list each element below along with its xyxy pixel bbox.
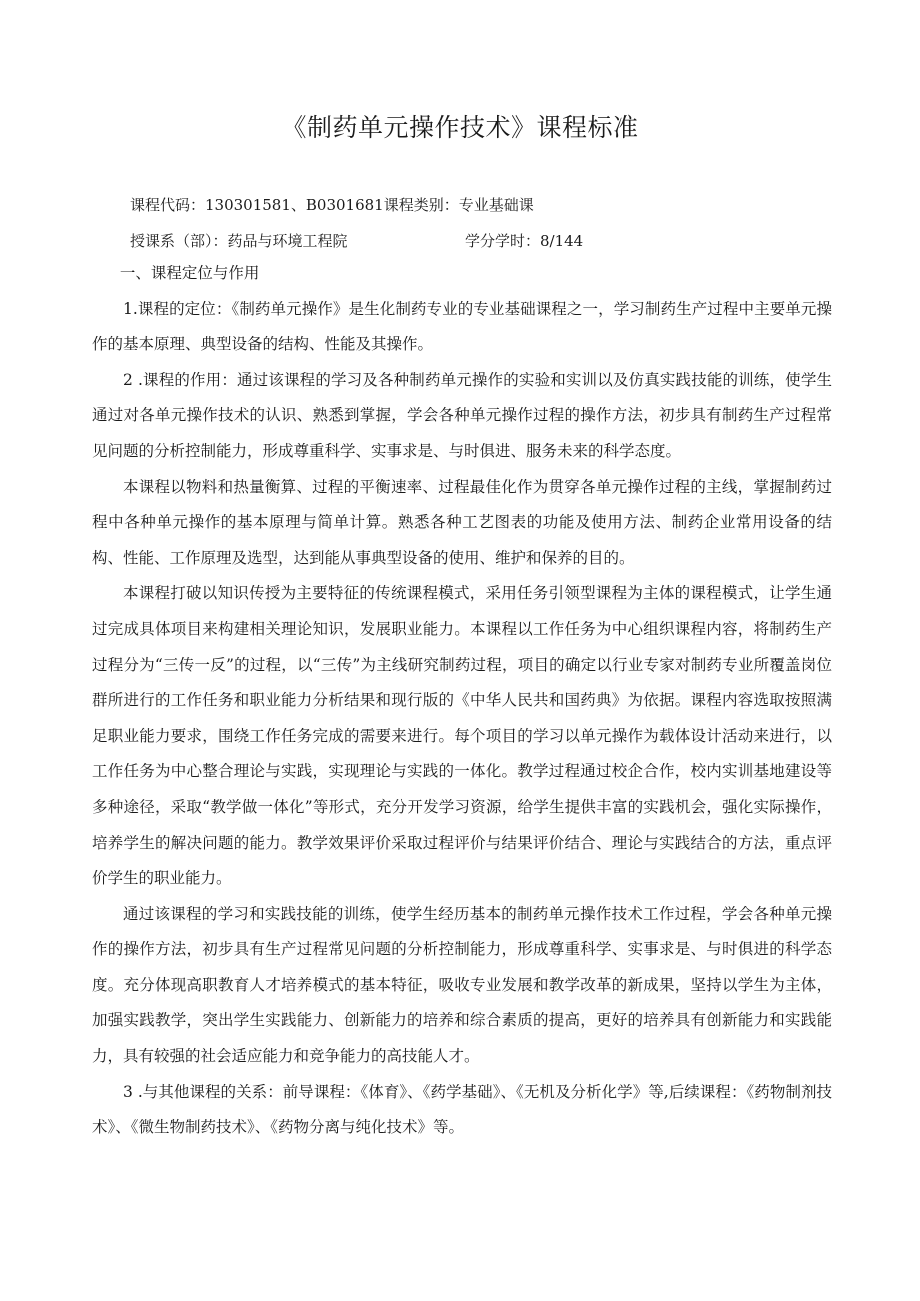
paragraph: 1.课程的定位：《制药单元操作》是生化制药专业的专业基础课程之一，学习制药生产过程中主要单元操作的基本原理、典型设备的结构、性能及其操作。	[92, 299, 832, 354]
document-body	[92, 256, 832, 1146]
paragraph: 3 .与其他课程的关系：前导课程：《体育》、《药学基础》、《无机及分析化学》等,后续课程：《药物制剂技术》、《微生物制药技术》、《药物分离与纯化技术》等。	[92, 1082, 832, 1137]
paragraph: 本课程以物料和热量衡算、过程的平衡速率、过程最佳化作为贯穿各单元操作过程的主线，掌握制药过程中各种单元操作的基本原理与简单计算。熟悉各种工艺图表的功能及使用方法、制药企业常用设备的结构、性能、工作原理及选型，达到能从事典型设备的使用、维护和保养的目的。	[92, 477, 832, 567]
department-line: 授课系（部）：药品与环境工程院	[130, 232, 348, 250]
paragraph: 通过该课程的学习和实践技能的训练，使学生经历基本的制药单元操作技术工作过程，学会各种单元操作的操作方法，初步具有生产过程常见问题的分析控制能力，形成尊重科学、实事求是、与时俱进的科学态度。充分体现高职教育人才培养模式的基本特征，吸收专业发展和教学改革的新成果，坚持以学生为主体，加强实践教学，突出学生实践能力、创新能力的培养和综合素质的提高，更好的培养具有创新能力和实践能力，具有较强的社会适应能力和竞争能力的高技能人才。	[92, 904, 832, 1066]
section-heading: 一、课程定位与作用	[119, 264, 260, 282]
credits-line: 学分学时：8/144	[465, 232, 584, 250]
document-title: 《制药单元操作技术》课程标准	[281, 113, 639, 142]
paragraph: 2 .课程的作用：通过该课程的学习及各种制药单元操作的实验和实训以及仿真实践技能的训练，使学生通过对各单元操作技术的认识、熟悉到掌握，学会各种单元操作过程的操作方法，初步具有制药生产过程常见问题的分析控制能力，形成尊重科学、实事求是、与时俱进、服务未来的科学态度。	[92, 370, 832, 460]
paragraph: 本课程打破以知识传授为主要特征的传统课程模式，采用任务引领型课程为主体的课程模式，让学生通过完成具体项目来构建相关理论知识，发展职业能力。本课程以工作任务为中心组织课程内容，将制药生产过程分为“三传一反”的过程，以“三传”为主线研究制药过程，项目的确定以行业专家对制药专业所覆盖岗位群所进行的工作任务和职业能力分析结果和现行版的《中华人民共和国药典》为依据。课程内容选取按照满足职业能力要求，围绕工作任务完成的需要来进行。每个项目的学习以单元操作为载体设计活动来进行，以工作任务为中心整合理论与实践，实现理论与实践的一体化。教学过程通过校企合作，校内实训基地建设等多种途径，采取“教学做一体化”等形式，充分开发学习资源，给学生提供丰富的实践机会，强化实际操作，培养学生的解决问题的能力。教学效果评价采取过程评价与结果评价结合、理论与实践结合的方法，重点评价学生的职业能力。	[92, 584, 832, 888]
course-code-line: 课程代码：130301581、B0301681课程类别：专业基础课	[130, 196, 534, 214]
department-row	[130, 230, 584, 251]
